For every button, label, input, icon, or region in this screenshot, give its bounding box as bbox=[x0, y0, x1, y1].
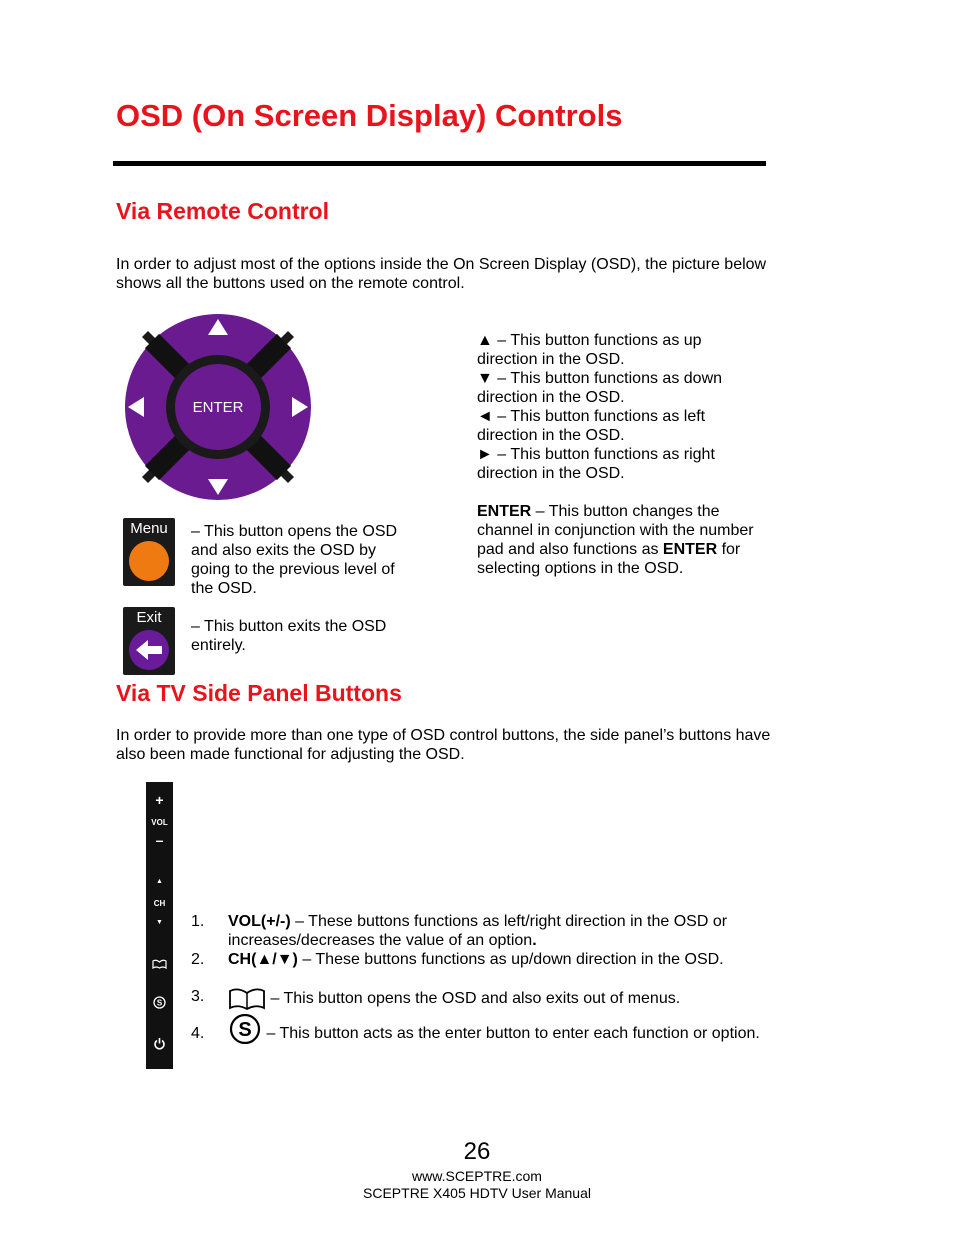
back-arrow-icon bbox=[128, 629, 170, 671]
exit-label: Exit bbox=[136, 609, 162, 626]
menu-circle-icon bbox=[128, 540, 170, 582]
ch-up-icon: ▲ bbox=[156, 878, 163, 885]
power-icon bbox=[153, 1037, 166, 1050]
exit-button-image bbox=[123, 607, 175, 675]
menu-book-icon bbox=[228, 987, 266, 1011]
side-panel-intro: In order to provide more than one type of OSD control buttons, the side panel’s buttons have also been made functional for adjusting the OSD. bbox=[116, 727, 771, 763]
ch-label: CH bbox=[153, 899, 166, 908]
side-panel-image bbox=[146, 782, 173, 1069]
enter-desc: ENTER – This button changes the channel in conjunction with the number pad and also functions as ENTER for selecting options in the OSD. bbox=[477, 503, 754, 577]
source-s-icon bbox=[153, 996, 166, 1009]
vol-minus-icon: – bbox=[155, 832, 164, 848]
title-divider bbox=[113, 161, 766, 166]
vol-label: VOL bbox=[151, 818, 168, 827]
menu-label: Menu bbox=[130, 520, 168, 537]
menu-button-image bbox=[123, 518, 175, 586]
section-heading-remote: Via Remote Control bbox=[116, 198, 329, 224]
remote-intro: In order to adjust most of the options inside the On Screen Display (OSD), the picture below shows all the buttons used on the remote control. bbox=[116, 256, 767, 292]
left-desc: ◄ – This button functions as left direction in the OSD. bbox=[477, 408, 706, 444]
svg-text:S: S bbox=[156, 998, 163, 1008]
page-title: OSD (On Screen Display) Controls bbox=[116, 98, 623, 133]
menu-desc: – This button opens the OSD and also exits the OSD by going to the previous level of the OSD. bbox=[191, 523, 398, 597]
footer-website: www.SCEPTRE.com bbox=[412, 1168, 542, 1184]
exit-desc: – This button exits the OSD entirely. bbox=[191, 618, 387, 654]
menu-book-icon bbox=[152, 959, 167, 969]
footer-manual: SCEPTRE X405 HDTV User Manual bbox=[363, 1185, 591, 1201]
vol-plus-icon: + bbox=[155, 792, 164, 808]
down-desc: ▼ – This button functions as down direction in the OSD. bbox=[477, 370, 723, 406]
right-desc: ► – This button functions as right direction in the OSD. bbox=[477, 446, 715, 482]
svg-text:S: S bbox=[238, 1019, 252, 1041]
source-s-icon bbox=[228, 1014, 262, 1044]
dpad-descriptions bbox=[477, 331, 757, 578]
enter-label: ENTER bbox=[192, 399, 244, 416]
dpad-image bbox=[124, 313, 312, 501]
page-number: 26 bbox=[463, 1138, 491, 1165]
up-desc: ▲ – This button functions as up direction in the OSD. bbox=[477, 332, 702, 368]
section-heading-side-panel: Via TV Side Panel Buttons bbox=[116, 680, 402, 706]
ch-down-icon: ▼ bbox=[156, 919, 163, 926]
